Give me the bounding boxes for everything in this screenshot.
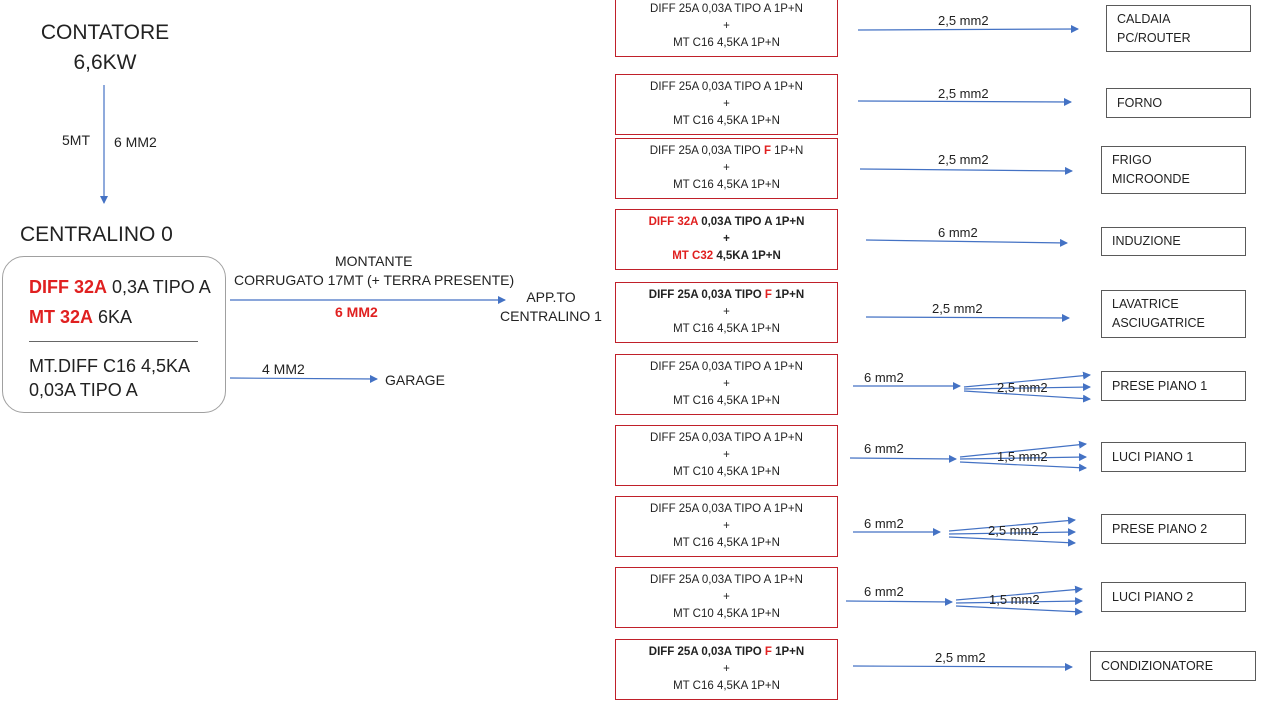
breaker-plus: +: [723, 162, 730, 174]
load-label-line1: LAVATRICE: [1112, 297, 1179, 311]
breaker-mt-text: 4,5KA 1P+N: [713, 250, 781, 262]
panel0-divider: [29, 341, 198, 342]
load-frigo: [1101, 146, 1246, 194]
riser-section: 6 MM2: [335, 304, 378, 320]
meter-title-line1: CONTATORE: [40, 21, 170, 44]
breaker-7: [615, 425, 838, 486]
load-prese-piano-1: [1101, 371, 1246, 401]
apt-label: [500, 288, 602, 326]
panel0-mt-spec: 6KA: [93, 307, 133, 327]
panel0-diff-rating: DIFF 32A: [29, 277, 108, 297]
load-label: INDUZIONE: [1112, 234, 1181, 248]
breaker-8: [615, 496, 838, 557]
section-label-9: 1,5 mm2: [989, 592, 1040, 607]
breaker-5: [615, 282, 838, 343]
breaker-plus: +: [723, 20, 730, 32]
load-luci-piano-2: [1101, 582, 1246, 612]
garage-section: 4 MM2: [262, 361, 305, 377]
load-label: FORNO: [1117, 95, 1163, 110]
breaker-mt: MT C16 4,5KA 1P+N: [673, 537, 780, 549]
circuit-arrow-4: [866, 240, 1067, 243]
breaker-diff-type: F: [764, 646, 772, 658]
feed-label-7: 6 mm2: [864, 441, 904, 456]
apt-label-line1: APP.TO: [526, 289, 576, 305]
meter-title: [30, 18, 180, 78]
circuit-arrow-2: [858, 101, 1071, 102]
breaker-plus: +: [723, 98, 730, 110]
section-label-10: 2,5 mm2: [935, 650, 986, 665]
load-lavatrice: [1101, 290, 1246, 338]
panel0-mt: [29, 307, 132, 328]
breaker-diff: DIFF 25A 0,03A TIPO A 1P+N: [650, 574, 803, 586]
feed-arrow-9: [846, 601, 952, 602]
breaker-mt: MT C16 4,5KA 1P+N: [673, 395, 780, 407]
meter-title-line2: 6,6KW: [73, 51, 137, 74]
load-label-line1: FRIGO: [1112, 153, 1152, 167]
panel0-diff: [29, 277, 211, 298]
breaker-diff: DIFF 25A 0,03A TIPO A 1P+N: [650, 3, 803, 15]
load-label-line2: ASCIUGATRICE: [1112, 316, 1205, 330]
panel0-box: [2, 256, 226, 413]
panel0-mtdiff-line1: MT.DIFF C16 4,5KA: [29, 356, 191, 376]
breaker-mt: MT C16 4,5KA 1P+N: [673, 680, 780, 692]
breaker-2: [615, 74, 838, 135]
breaker-diff-poles: 1P+N: [771, 289, 805, 301]
load-label: CONDIZIONATORE: [1101, 658, 1214, 673]
breaker-mt: MT C16 4,5KA 1P+N: [673, 115, 780, 127]
breaker-plus: +: [723, 306, 730, 318]
feed-label-8: 6 mm2: [864, 516, 904, 531]
breaker-mt-rating: MT C32: [672, 250, 714, 262]
breaker-diff-poles: 1P+N: [771, 646, 805, 658]
breaker-9: [615, 567, 838, 628]
load-label-line1: CALDAIA: [1117, 11, 1171, 26]
riser-line2: CORRUGATO 17MT (+ TERRA PRESENTE): [234, 272, 515, 288]
breaker-mt: MT C10 4,5KA 1P+N: [673, 608, 780, 620]
load-prese-piano-2: [1101, 514, 1246, 544]
load-label: PRESE PIANO 1: [1112, 378, 1208, 393]
breaker-diff: DIFF 25A 0,03A TIPO A 1P+N: [650, 432, 803, 444]
circuit-arrow-1: [858, 29, 1078, 30]
feed-arrow-7: [850, 458, 956, 459]
breaker-plus: +: [723, 663, 730, 675]
breaker-mt: MT C10 4,5KA 1P+N: [673, 466, 780, 478]
breaker-diff-rating: DIFF 32A: [648, 216, 698, 228]
breaker-10: [615, 639, 838, 700]
breaker-diff-text: DIFF 25A 0,03A TIPO: [648, 646, 765, 658]
breaker-diff: [616, 214, 837, 231]
breaker-diff-poles: 1P+N: [770, 145, 804, 157]
feed-label-6: 6 mm2: [864, 370, 904, 385]
breaker-mt: [616, 248, 837, 265]
meter-section: 6 MM2: [114, 134, 157, 150]
riser-line1: MONTANTE: [335, 253, 413, 269]
breaker-4: [615, 209, 838, 270]
load-induzione: [1101, 227, 1246, 256]
breaker-1: [615, 0, 838, 57]
section-label-2: 2,5 mm2: [938, 86, 989, 101]
breaker-3: [615, 138, 838, 199]
load-label-line2: PC/ROUTER: [1117, 30, 1191, 45]
breaker-diff: DIFF 25A 0,03A TIPO A 1P+N: [650, 503, 803, 515]
panel0-diff-spec: 0,3A TIPO A: [107, 277, 211, 297]
breaker-mt: MT C16 4,5KA 1P+N: [673, 323, 780, 335]
breaker-diff: [616, 143, 837, 160]
breaker-diff-text: DIFF 25A 0,03A TIPO: [649, 145, 764, 157]
breaker-diff: [616, 287, 837, 304]
breaker-diff-text: DIFF 25A 0,03A TIPO: [648, 289, 765, 301]
garage-label: GARAGE: [385, 372, 445, 388]
load-label-line2: MICROONDE: [1112, 172, 1190, 186]
section-label-1: 2,5 mm2: [938, 13, 989, 28]
breaker-diff: [616, 644, 837, 661]
garage-arrow: [230, 378, 377, 379]
load-condizionatore: [1090, 651, 1256, 681]
apt-label-line2: CENTRALINO 1: [500, 308, 602, 324]
feed-label-9: 6 mm2: [864, 584, 904, 599]
circuit-arrow-10: [853, 666, 1072, 667]
panel0-mtdiff-line2: 0,03A TIPO A: [29, 380, 138, 400]
section-label-3: 2,5 mm2: [938, 152, 989, 167]
meter-length: 5MT: [62, 132, 90, 148]
load-label: LUCI PIANO 2: [1112, 589, 1194, 604]
breaker-plus: +: [723, 449, 730, 461]
section-label-5: 2,5 mm2: [932, 301, 983, 316]
panel0-mt-rating: MT 32A: [29, 307, 94, 327]
load-label: LUCI PIANO 1: [1112, 449, 1194, 464]
breaker-diff-text: 0,03A TIPO A 1P+N: [698, 216, 805, 228]
breaker-diff: DIFF 25A 0,03A TIPO A 1P+N: [650, 81, 803, 93]
load-caldaia: [1106, 5, 1251, 52]
breaker-plus: +: [723, 233, 730, 245]
breaker-diff-type: F: [764, 289, 772, 301]
panel0-title: CENTRALINO 0: [20, 223, 173, 246]
breaker-mt: MT C16 4,5KA 1P+N: [673, 179, 780, 191]
section-label-4: 6 mm2: [938, 225, 978, 240]
breaker-plus: +: [723, 591, 730, 603]
breaker-plus: +: [723, 378, 730, 390]
load-label: PRESE PIANO 2: [1112, 521, 1208, 536]
section-label-8: 2,5 mm2: [988, 523, 1039, 538]
section-label-6: 2,5 mm2: [997, 380, 1048, 395]
circuit-arrow-5: [866, 317, 1069, 318]
section-label-7: 1,5 mm2: [997, 449, 1048, 464]
circuit-arrow-3: [860, 169, 1072, 171]
load-forno: [1106, 88, 1251, 118]
breaker-plus: +: [723, 520, 730, 532]
breaker-mt: MT C16 4,5KA 1P+N: [673, 37, 780, 49]
breaker-6: [615, 354, 838, 415]
breaker-diff-type: F: [763, 145, 771, 157]
breaker-diff: DIFF 25A 0,03A TIPO A 1P+N: [650, 361, 803, 373]
load-luci-piano-1: [1101, 442, 1246, 472]
